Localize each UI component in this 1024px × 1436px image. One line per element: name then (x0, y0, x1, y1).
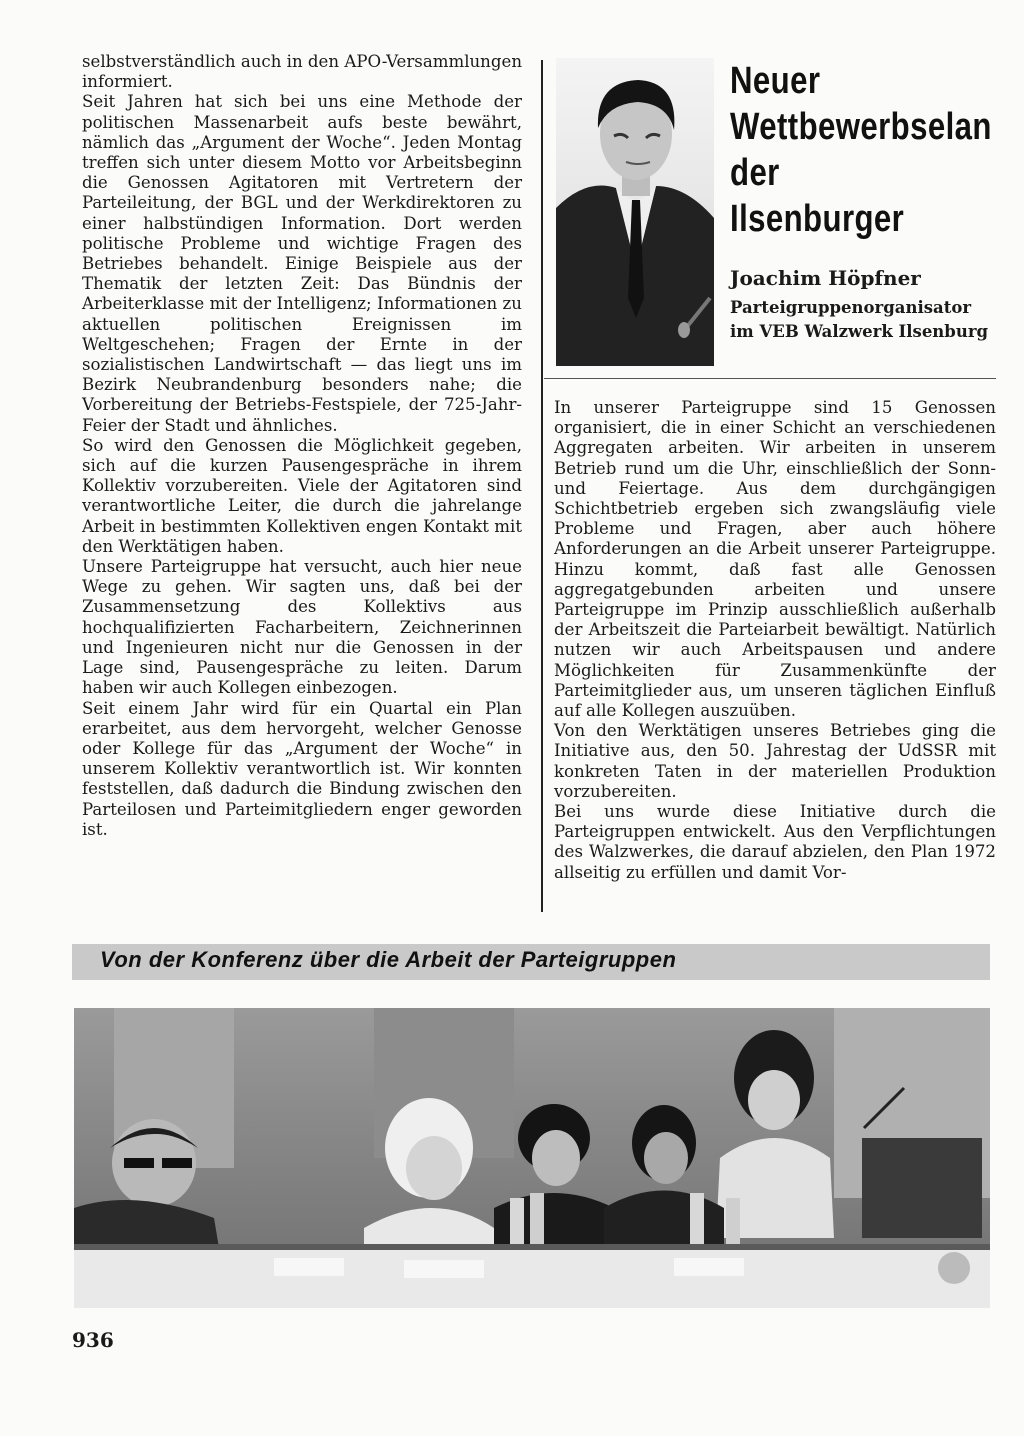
banner-title: Von der Konferenz über die Arbeit der Parteigruppen (100, 947, 677, 972)
portrait-image (556, 58, 714, 366)
right-paragraph-3: Bei uns wurde diese Initiative durch die Parteigruppen entwickelt. Aus den Verpflichtungen des Walzwerkes, die darauf abzielen, den Plan 1972 allseitig zu erfüllen und damit Vor- (554, 802, 996, 882)
author-name: Joachim Höpfner (730, 266, 921, 290)
left-paragraph-2: Seit Jahren hat sich bei uns eine Methode der politischen Massenarbeit aufs beste bewährt, nämlich das „Argument der Woche“. Jeden Montag treffen sich unter diesem Motto vor Arbeitsbeginn die Genossen Agitatoren mit Vertretern der Parteileitung, der BGL und der Werkdirektoren zu einer halbstündigen Information. Dort werden politische Probleme und wichtige Fragen des Betriebes behandelt. Einige Beispiele aus der Thematik der letzten Zeit: Das Bündnis der Arbeiterklasse mit der Intelligenz; Informationen zu aktuellen politischen Ereignissen im Weltgeschehen; Fragen der Ernte in der sozialistischen Landwirtschaft — das liegt uns im Bezirk Neubrandenburg besonders nahe; die Vorbereitung der Betriebs-Festspiele, der 725-Jahr-Feier der Stadt und ähnliches. (82, 92, 522, 435)
column-divider (541, 60, 543, 912)
left-paragraph-4: Unsere Parteigruppe hat versucht, auch hier neue Wege zu gehen. Wir sagten uns, daß bei der Zusammensetzung des Kollektivs aus hochqualifizierten Facharbeitern, Zeichnerinnen und Ingenieuren nicht nur die Genossen in der Lage sind, Pausengespräche zu leiten. Darum haben wir auch Kollegen einbezogen. (82, 557, 522, 698)
author-role: Parteigruppenorganisator im VEB Walzwerk Ilsenburg (730, 298, 989, 341)
conference-image (74, 1008, 990, 1308)
left-text-column (82, 52, 522, 840)
left-paragraph-5: Seit einem Jahr wird für ein Quartal ein Plan erarbeitet, aus dem hervorgeht, welcher Genosse oder Kollege für das „Argument der Woche“ in unserem Kollektiv verantwortlich ist. Wir konnten feststellen, daß dadurch die Bindung zwischen den Parteilosen und Parteimitgliedern enger geworden ist. (82, 698, 522, 839)
left-paragraph-1: selbstverständlich auch in den APO-Versammlungen informiert. (82, 52, 523, 92)
article-headline: Neuer Wettbewerbselan der Ilsenburger (730, 60, 992, 240)
section-banner (72, 944, 990, 980)
left-paragraph-3: So wird den Genossen die Möglichkeit gegeben, sich auf die kurzen Pausengespräche in ihrem Kollektiv vorzubereiten. Viele der Agitatoren sind verantwortliche Leiter, die durch die jahrelange Arbeit in bestimmten Kollektiven engen Kontakt mit den Werktätigen haben. (82, 435, 522, 556)
author-portrait-photo (556, 58, 714, 366)
right-paragraph-2: Von den Werktätigen unseres Betriebes ging die Initiative aus, den 50. Jahrestag der UdSSR mit konkreten Taten in der materiellen Produktion vorzubereiten. (554, 721, 996, 801)
page-number: 936 (72, 1328, 114, 1352)
author-separator-rule (544, 378, 996, 379)
right-text-column (554, 398, 996, 883)
right-paragraph-1: In unserer Parteigruppe sind 15 Genossen organisiert, die in einer Schicht an verschiedenen Aggregaten arbeiten. Wir arbeiten in unserem Betrieb rund um die Uhr, einschließlich der Sonn- und Feiertage. Aus dem durchgängigen Schichtbetrieb ergeben sich zwangsläufig viele Probleme und Fragen, aber auch höhere Anforderungen an die Arbeit unserer Parteigruppe. Hinzu kommt, daß fast alle Genossen aggregatgebunden arbeiten und unsere Parteigruppe im Prinzip ausschließlich außerhalb der Arbeitszeit die Parteiarbeit bewältigt. Natürlich nutzen wir auch Arbeitspausen und andere Möglichkeiten für Zusammenkünfte der Parteimitglieder aus, um unseren täglichen Einfluß auf alle Kollegen auszuüben. (554, 398, 996, 721)
conference-photo (74, 1008, 990, 1308)
